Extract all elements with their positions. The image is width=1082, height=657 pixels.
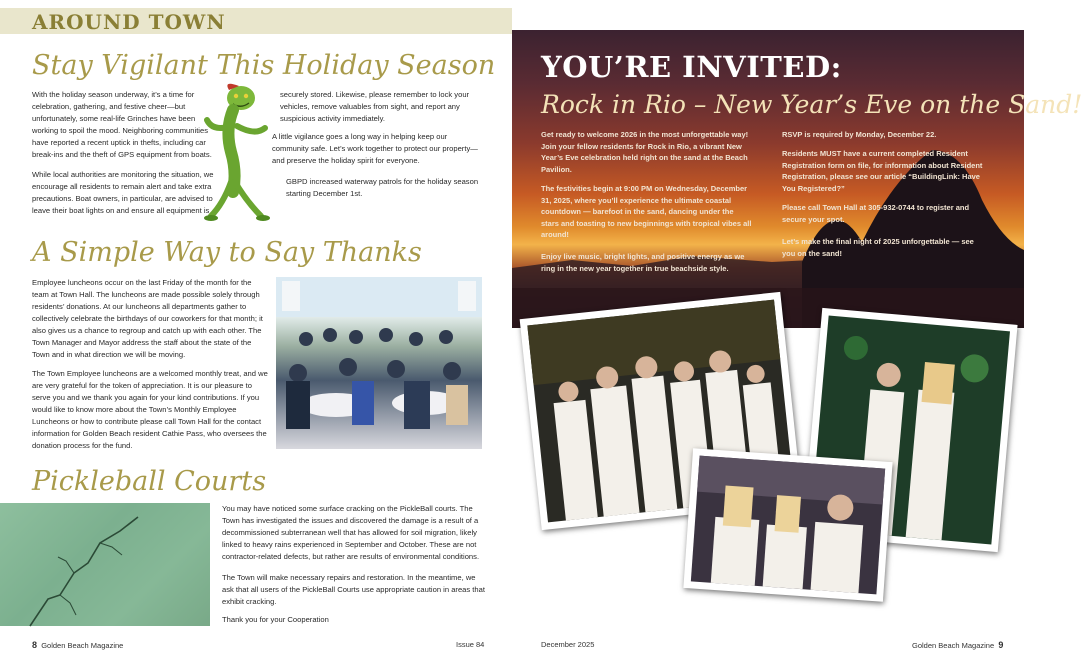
invite-paragraph-3: Enjoy live music, bright lights, and positive energy as we ring in the new year together in true beachside style.	[541, 252, 745, 273]
thanks-paragraph-2: The Town Employee luncheons are a welcomed monthly treat, and we are very grateful for the token of appreciation. It is our pleasure to serve you and we thank you again for your kind contributions. If you would like to know more about the Town’s Monthly Employee Luncheons or how to contribute please call Town Hall for the contact information for Golden Beach resident Cathie Pass, who oversees the donation process for the fund.	[32, 369, 268, 450]
invite-paragraph-2: The festivities begin at 9:00 PM on Wednesday, December 31, 2025, where you’ll experience the ultimate coastal countdown — barefoot in the sand, dancing under the stars and toasting to new beginnings with tropical vibes all around!	[541, 184, 752, 239]
pickleball-paragraph-3: Thank you for your Cooperation	[222, 615, 329, 624]
grinch-illustration	[203, 82, 273, 224]
pickleball-paragraph-2: The Town will make necessary repairs and restoration. In the meantime, we ask that all users of the PickleBall Courts use appropriate caution in areas that exhibit cracking.	[222, 573, 485, 606]
footer-left	[32, 640, 123, 650]
invite-subtitle: Rock in Rio – New Year’s Eve on the Sand!	[541, 90, 1082, 119]
pickleball-paragraph-1: You may have noticed some surface cracking on the PickleBall courts. The Town has investigated the issues and discovered the damage is a result of a decommissioned subterranean well that has allowed for soil migration, likely linked to heavy rains experienced in September and October. These are not contractor-related defects, but rather are results of environmental conditions.	[222, 504, 480, 561]
party-three-guests-photo	[683, 448, 892, 602]
pickleball-court-crack-photo	[0, 503, 210, 626]
stay-vigilant-paragraph-5: GBPD increased waterway patrols for the holiday season starting December 1st.	[286, 177, 479, 198]
invite-title: YOU’RE INVITED:	[541, 50, 842, 84]
magazine-name-right: Golden Beach Magazine	[912, 641, 995, 650]
invite-phone-text: Please call Town Hall at 305-932-0744 to register and secure your spot.	[782, 203, 970, 224]
pickleball-headline: Pickleball Courts	[32, 466, 267, 497]
stay-vigilant-paragraph-4: A little vigilance goes a long way in helping keep our community safe. Let’s work together to protect our property—and preserve the holiday spirit for everyone.	[272, 132, 478, 165]
section-title: AROUND TOWN	[32, 10, 226, 34]
magazine-name-left: Golden Beach Magazine	[41, 641, 124, 650]
page-number-right: 9	[998, 640, 1004, 650]
invite-paragraph-1: Get ready to welcome 2026 in the most unforgettable way! Join your fellow residents for Rock in Rio, a vibrant New Year’s Eve celebration held right on the sand at the Beach Pavilion.	[541, 130, 749, 174]
thanks-paragraph-1: Employee luncheons occur on the last Friday of the month for the team at Town Hall. The luncheons are made possible solely through residents’ donations. At our luncheons all departments gather to collectively celebrate the birthdays of our coworkers for that month; it also gives us a chance to regroup and catch up with each other. The Town Manager and Mayor address the staff about the state of the Town and in what direction we will be moving.	[32, 278, 263, 359]
stay-vigilant-paragraph-2: While local authorities are monitoring the situation, we encourage all residents to remain alert and take extra precautions. Boat owners, in particular, are advised to leave their boat lights on and ensure all equipment is	[32, 170, 214, 215]
footer-issue: Issue 84	[456, 640, 485, 649]
invite-rsvp-text: RSVP is required by Monday, December 22.	[782, 130, 937, 139]
footer-date: December 2025	[541, 640, 595, 649]
page-number-left: 8	[32, 640, 38, 650]
stay-vigilant-paragraph-3: securely stored. Likewise, please remember to lock your vehicles, remove valuables from sight, and report any suspicious activity immediately.	[280, 90, 470, 123]
invite-registration-text: Residents MUST have a current completed Resident Registration form on file, for information about Resident Registration, please see our article “BuildingLink: Have You Registered?”	[782, 149, 983, 193]
stay-vigilant-headline: Stay Vigilant This Holiday Season	[32, 50, 496, 81]
stay-vigilant-paragraph-1: With the holiday season underway, it’s a time for celebration, gathering, and festive cheer—but unfortunately, some real-life Grinches have been working to spoil the mood. Neighboring communities have reported a recent uptick in thefts, including car break-ins and the theft of GPS equipment from boats.	[32, 90, 212, 159]
employee-luncheon-photo	[276, 277, 482, 449]
footer-right	[912, 640, 1003, 650]
invite-closing-text: Let’s make the final night of 2025 unforgettable — see you on the sand!	[782, 237, 974, 258]
thanks-headline: A Simple Way to Say Thanks	[32, 237, 422, 268]
